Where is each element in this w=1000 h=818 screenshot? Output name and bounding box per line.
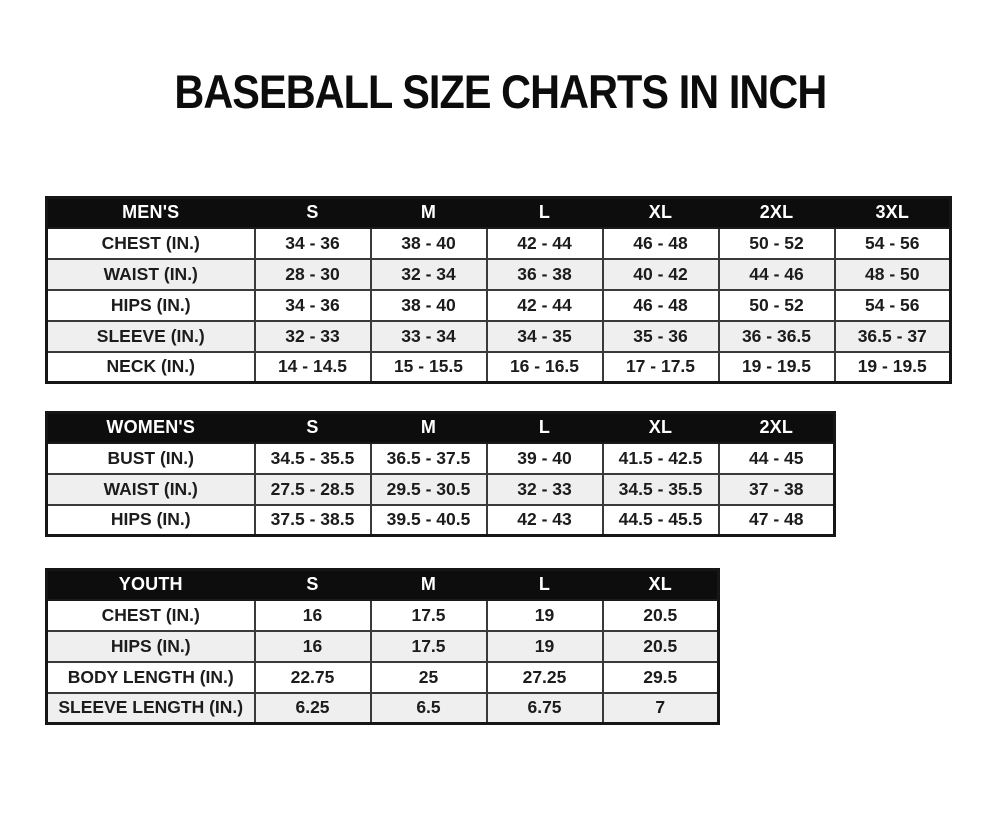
row-label: SLEEVE LENGTH (IN.) <box>47 693 255 724</box>
youth-header-row <box>47 570 719 600</box>
row-label: BODY LENGTH (IN.) <box>47 662 255 693</box>
measurement-row <box>47 600 719 631</box>
size-column-header: M <box>371 413 487 443</box>
table-group-header: MEN'S <box>47 198 255 228</box>
size-value-cell: 38 - 40 <box>371 290 487 321</box>
size-value-cell: 46 - 48 <box>603 228 719 259</box>
row-label: CHEST (IN.) <box>47 228 255 259</box>
size-value-cell: 36.5 - 37 <box>835 321 951 352</box>
row-label: HIPS (IN.) <box>47 631 255 662</box>
row-label: HIPS (IN.) <box>47 290 255 321</box>
size-value-cell: 40 - 42 <box>603 259 719 290</box>
size-value-cell: 16 <box>255 600 371 631</box>
size-value-cell: 42 - 43 <box>487 505 603 536</box>
row-label: WAIST (IN.) <box>47 259 255 290</box>
measurement-row <box>47 631 719 662</box>
size-value-cell: 37.5 - 38.5 <box>255 505 371 536</box>
size-value-cell: 54 - 56 <box>835 290 951 321</box>
size-value-cell: 19 - 19.5 <box>835 352 951 383</box>
measurement-row <box>47 662 719 693</box>
size-value-cell: 34 - 35 <box>487 321 603 352</box>
size-value-cell: 19 <box>487 600 603 631</box>
size-value-cell: 41.5 - 42.5 <box>603 443 719 474</box>
measurement-row <box>47 352 951 383</box>
size-value-cell: 33 - 34 <box>371 321 487 352</box>
measurement-row <box>47 505 835 536</box>
size-value-cell: 32 - 34 <box>371 259 487 290</box>
size-value-cell: 35 - 36 <box>603 321 719 352</box>
size-value-cell: 46 - 48 <box>603 290 719 321</box>
size-value-cell: 50 - 52 <box>719 228 835 259</box>
size-value-cell: 38 - 40 <box>371 228 487 259</box>
size-value-cell: 54 - 56 <box>835 228 951 259</box>
size-value-cell: 32 - 33 <box>487 474 603 505</box>
size-value-cell: 16 - 16.5 <box>487 352 603 383</box>
row-label: SLEEVE (IN.) <box>47 321 255 352</box>
size-column-header: XL <box>603 198 719 228</box>
mens-header-row <box>47 198 951 228</box>
size-value-cell: 44 - 46 <box>719 259 835 290</box>
size-column-header: L <box>487 198 603 228</box>
size-value-cell: 34.5 - 35.5 <box>603 474 719 505</box>
row-label: BUST (IN.) <box>47 443 255 474</box>
measurement-row <box>47 290 951 321</box>
size-value-cell: 44.5 - 45.5 <box>603 505 719 536</box>
size-value-cell: 19 - 19.5 <box>719 352 835 383</box>
size-value-cell: 47 - 48 <box>719 505 835 536</box>
page-title: BASEBALL SIZE CHARTS IN INCH <box>173 64 826 119</box>
size-value-cell: 17.5 <box>371 631 487 662</box>
measurement-row <box>47 443 835 474</box>
size-value-cell: 19 <box>487 631 603 662</box>
size-value-cell: 34.5 - 35.5 <box>255 443 371 474</box>
measurement-row <box>47 321 951 352</box>
size-value-cell: 27.25 <box>487 662 603 693</box>
table-group-header: YOUTH <box>47 570 255 600</box>
row-label: CHEST (IN.) <box>47 600 255 631</box>
size-value-cell: 32 - 33 <box>255 321 371 352</box>
size-value-cell: 36 - 38 <box>487 259 603 290</box>
size-value-cell: 6.25 <box>255 693 371 724</box>
size-value-cell: 29.5 <box>603 662 719 693</box>
womens-size-table <box>45 411 836 537</box>
size-value-cell: 7 <box>603 693 719 724</box>
size-column-header: L <box>487 413 603 443</box>
size-value-cell: 44 - 45 <box>719 443 835 474</box>
size-value-cell: 28 - 30 <box>255 259 371 290</box>
size-value-cell: 48 - 50 <box>835 259 951 290</box>
row-label: HIPS (IN.) <box>47 505 255 536</box>
size-value-cell: 20.5 <box>603 631 719 662</box>
size-charts-container <box>45 196 1000 725</box>
youth-size-table <box>45 568 720 725</box>
womens-header-row <box>47 413 835 443</box>
size-column-header: 3XL <box>835 198 951 228</box>
size-column-header: S <box>255 198 371 228</box>
size-value-cell: 6.5 <box>371 693 487 724</box>
size-column-header: M <box>371 198 487 228</box>
mens-size-table <box>45 196 952 384</box>
measurement-row <box>47 228 951 259</box>
size-value-cell: 39 - 40 <box>487 443 603 474</box>
table-group-header: WOMEN'S <box>47 413 255 443</box>
size-column-header: XL <box>603 413 719 443</box>
size-column-header: 2XL <box>719 198 835 228</box>
size-value-cell: 6.75 <box>487 693 603 724</box>
measurement-row <box>47 693 719 724</box>
size-value-cell: 42 - 44 <box>487 290 603 321</box>
size-value-cell: 37 - 38 <box>719 474 835 505</box>
size-value-cell: 39.5 - 40.5 <box>371 505 487 536</box>
size-value-cell: 20.5 <box>603 600 719 631</box>
size-value-cell: 36.5 - 37.5 <box>371 443 487 474</box>
size-value-cell: 22.75 <box>255 662 371 693</box>
row-label: WAIST (IN.) <box>47 474 255 505</box>
size-value-cell: 27.5 - 28.5 <box>255 474 371 505</box>
measurement-row <box>47 474 835 505</box>
row-label: NECK (IN.) <box>47 352 255 383</box>
size-value-cell: 42 - 44 <box>487 228 603 259</box>
size-column-header: S <box>255 413 371 443</box>
title-bar <box>0 66 1000 118</box>
measurement-row <box>47 259 951 290</box>
size-column-header: L <box>487 570 603 600</box>
size-column-header: XL <box>603 570 719 600</box>
size-value-cell: 34 - 36 <box>255 290 371 321</box>
size-column-header: M <box>371 570 487 600</box>
size-value-cell: 17 - 17.5 <box>603 352 719 383</box>
size-value-cell: 29.5 - 30.5 <box>371 474 487 505</box>
size-value-cell: 15 - 15.5 <box>371 352 487 383</box>
size-value-cell: 34 - 36 <box>255 228 371 259</box>
size-value-cell: 50 - 52 <box>719 290 835 321</box>
size-value-cell: 25 <box>371 662 487 693</box>
size-column-header: 2XL <box>719 413 835 443</box>
size-value-cell: 16 <box>255 631 371 662</box>
size-value-cell: 14 - 14.5 <box>255 352 371 383</box>
size-value-cell: 17.5 <box>371 600 487 631</box>
size-column-header: S <box>255 570 371 600</box>
size-value-cell: 36 - 36.5 <box>719 321 835 352</box>
